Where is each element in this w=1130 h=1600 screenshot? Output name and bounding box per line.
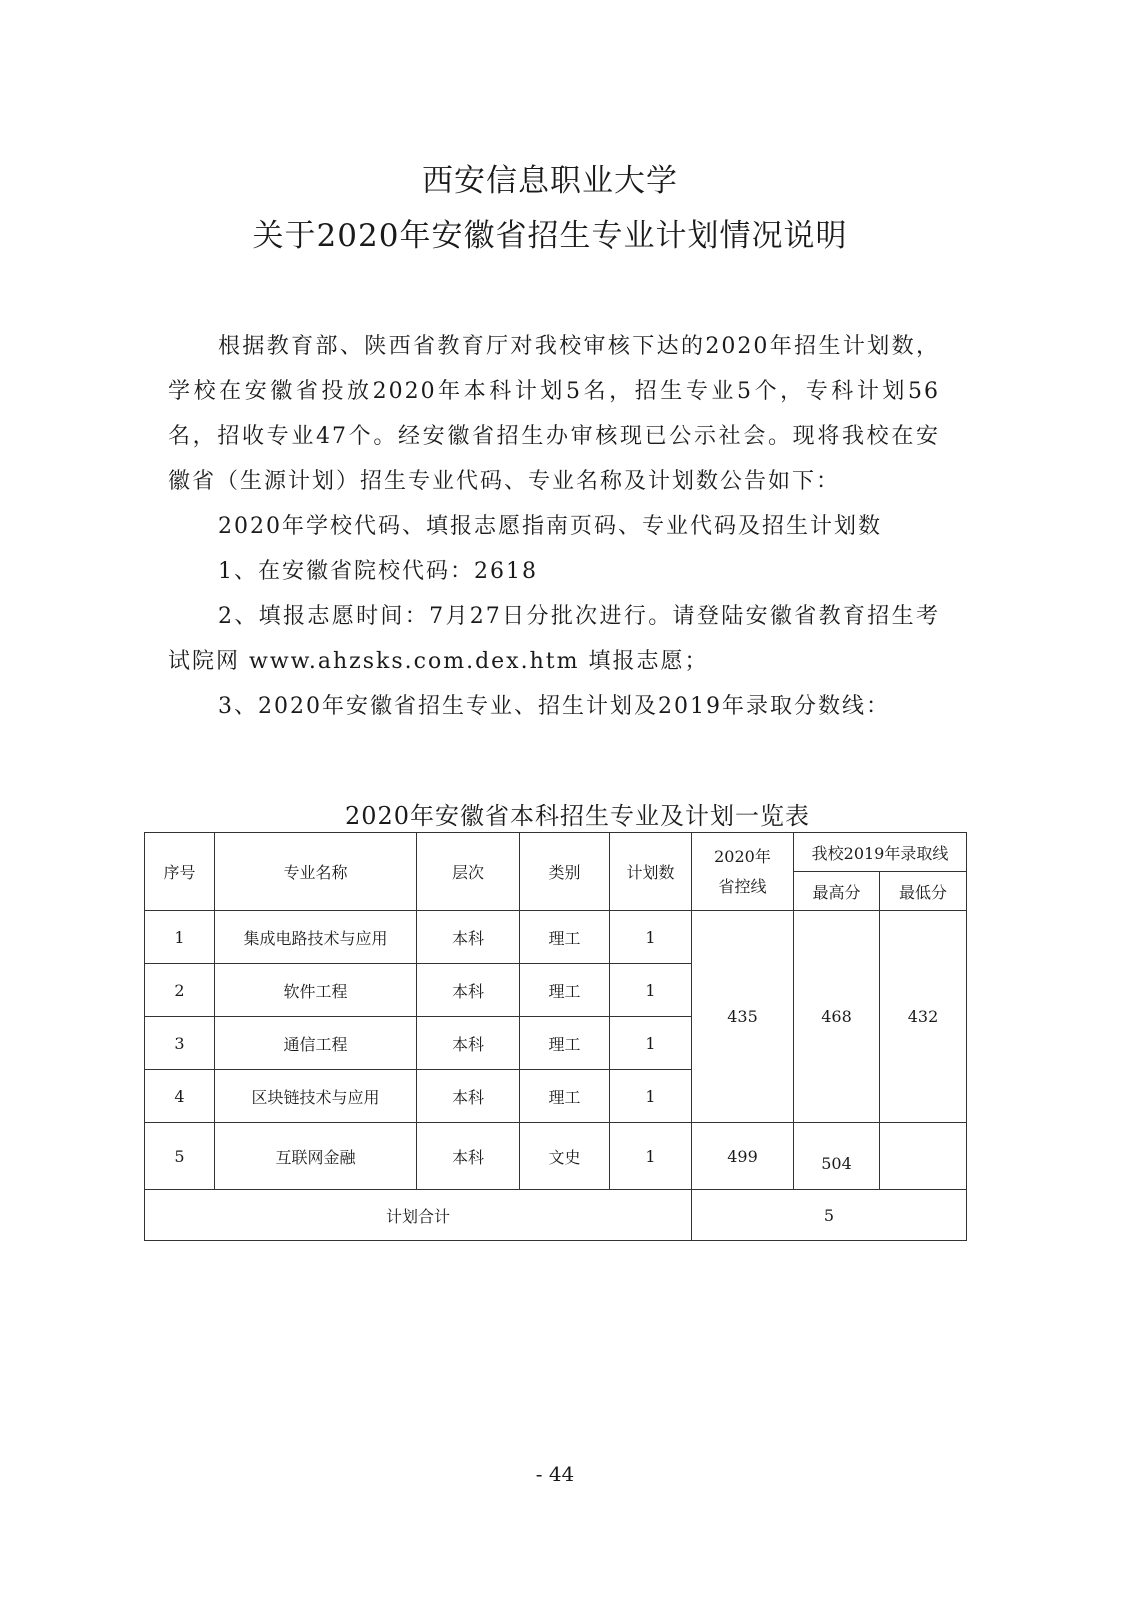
cell-major: 通信工程: [215, 1017, 417, 1070]
doc-title-line1: 西安信息职业大学: [422, 163, 678, 199]
cell-plan: 1: [610, 1070, 692, 1123]
cell-science-min: 432: [880, 911, 967, 1123]
cell-major: 软件工程: [215, 964, 417, 1017]
cell-category: 理工: [520, 964, 610, 1017]
header-control-line: 2020年 省控线: [692, 833, 794, 911]
table-row: [145, 911, 967, 964]
cell-plan: 1: [610, 1123, 692, 1190]
header-max: 最高分: [794, 872, 880, 911]
cell-major: 区块链技术与应用: [215, 1070, 417, 1123]
intro-paragraph: 根据教育部、陕西省教育厅对我校审核下达的2020年招生计划数，学校在安徽省投放2020年本科计划5名，招生专业5个，专科计划56名，招收专业47个。经安徽省招生办审核现已公示社会。现将我校在安徽省（生源计划）招生专业代码、专业名称及计划数公告如下：: [168, 334, 940, 494]
plan-table: [144, 832, 967, 1241]
item-plan-table-intro: 3、2020年安徽省招生专业、招生计划及2019年录取分数线：: [218, 694, 890, 719]
item-fill-time: 2、填报志愿时间：7月27日分批次进行。请登陆安徽省教育招生考试院网 www.ahzsks.com.dex.htm 填报志愿；: [168, 604, 940, 674]
cell-category: 理工: [520, 911, 610, 964]
header-category: 类别: [520, 833, 610, 911]
item-school-code: 1、在安徽省院校代码：2618: [218, 559, 538, 584]
cell-seq: 3: [145, 1017, 215, 1070]
cell-level: 本科: [417, 1017, 520, 1070]
header-level: 层次: [417, 833, 520, 911]
cell-category: 理工: [520, 1017, 610, 1070]
cell-level: 本科: [417, 1123, 520, 1190]
header-min: 最低分: [880, 872, 967, 911]
code-heading: 2020年学校代码、填报志愿指南页码、专业代码及招生计划数: [218, 514, 882, 539]
body-text: [168, 324, 940, 729]
cell-liberal-control: 499: [692, 1123, 794, 1190]
cell-liberal-max: 504: [794, 1123, 880, 1190]
cell-plan: 1: [610, 911, 692, 964]
cell-seq: 1: [145, 911, 215, 964]
header-school-line: 我校2019年录取线: [794, 833, 967, 872]
cell-major: 互联网金融: [215, 1123, 417, 1190]
page-number: - 44: [535, 1462, 575, 1486]
total-row: [145, 1190, 967, 1241]
cell-category: 文史: [520, 1123, 610, 1190]
header-plan: 计划数: [610, 833, 692, 911]
cell-science-control: 435: [692, 911, 794, 1123]
cell-major: 集成电路技术与应用: [215, 911, 417, 964]
cell-level: 本科: [417, 1070, 520, 1123]
cell-plan: 1: [610, 1017, 692, 1070]
header-major: 专业名称: [215, 833, 417, 911]
total-value: 5: [692, 1190, 967, 1241]
doc-title-line2: 关于2020年安徽省招生专业计划情况说明: [252, 218, 848, 254]
table-title: 2020年安徽省本科招生专业及计划一览表: [344, 802, 811, 830]
cell-seq: 4: [145, 1070, 215, 1123]
cell-category: 理工: [520, 1070, 610, 1123]
cell-seq: 2: [145, 964, 215, 1017]
cell-level: 本科: [417, 964, 520, 1017]
cell-liberal-min: [880, 1123, 967, 1190]
cell-plan: 1: [610, 964, 692, 1017]
cell-level: 本科: [417, 911, 520, 964]
table-row: [145, 1123, 967, 1190]
cell-seq: 5: [145, 1123, 215, 1190]
total-label: 计划合计: [145, 1190, 692, 1241]
header-seq: 序号: [145, 833, 215, 911]
cell-science-max: 468: [794, 911, 880, 1123]
